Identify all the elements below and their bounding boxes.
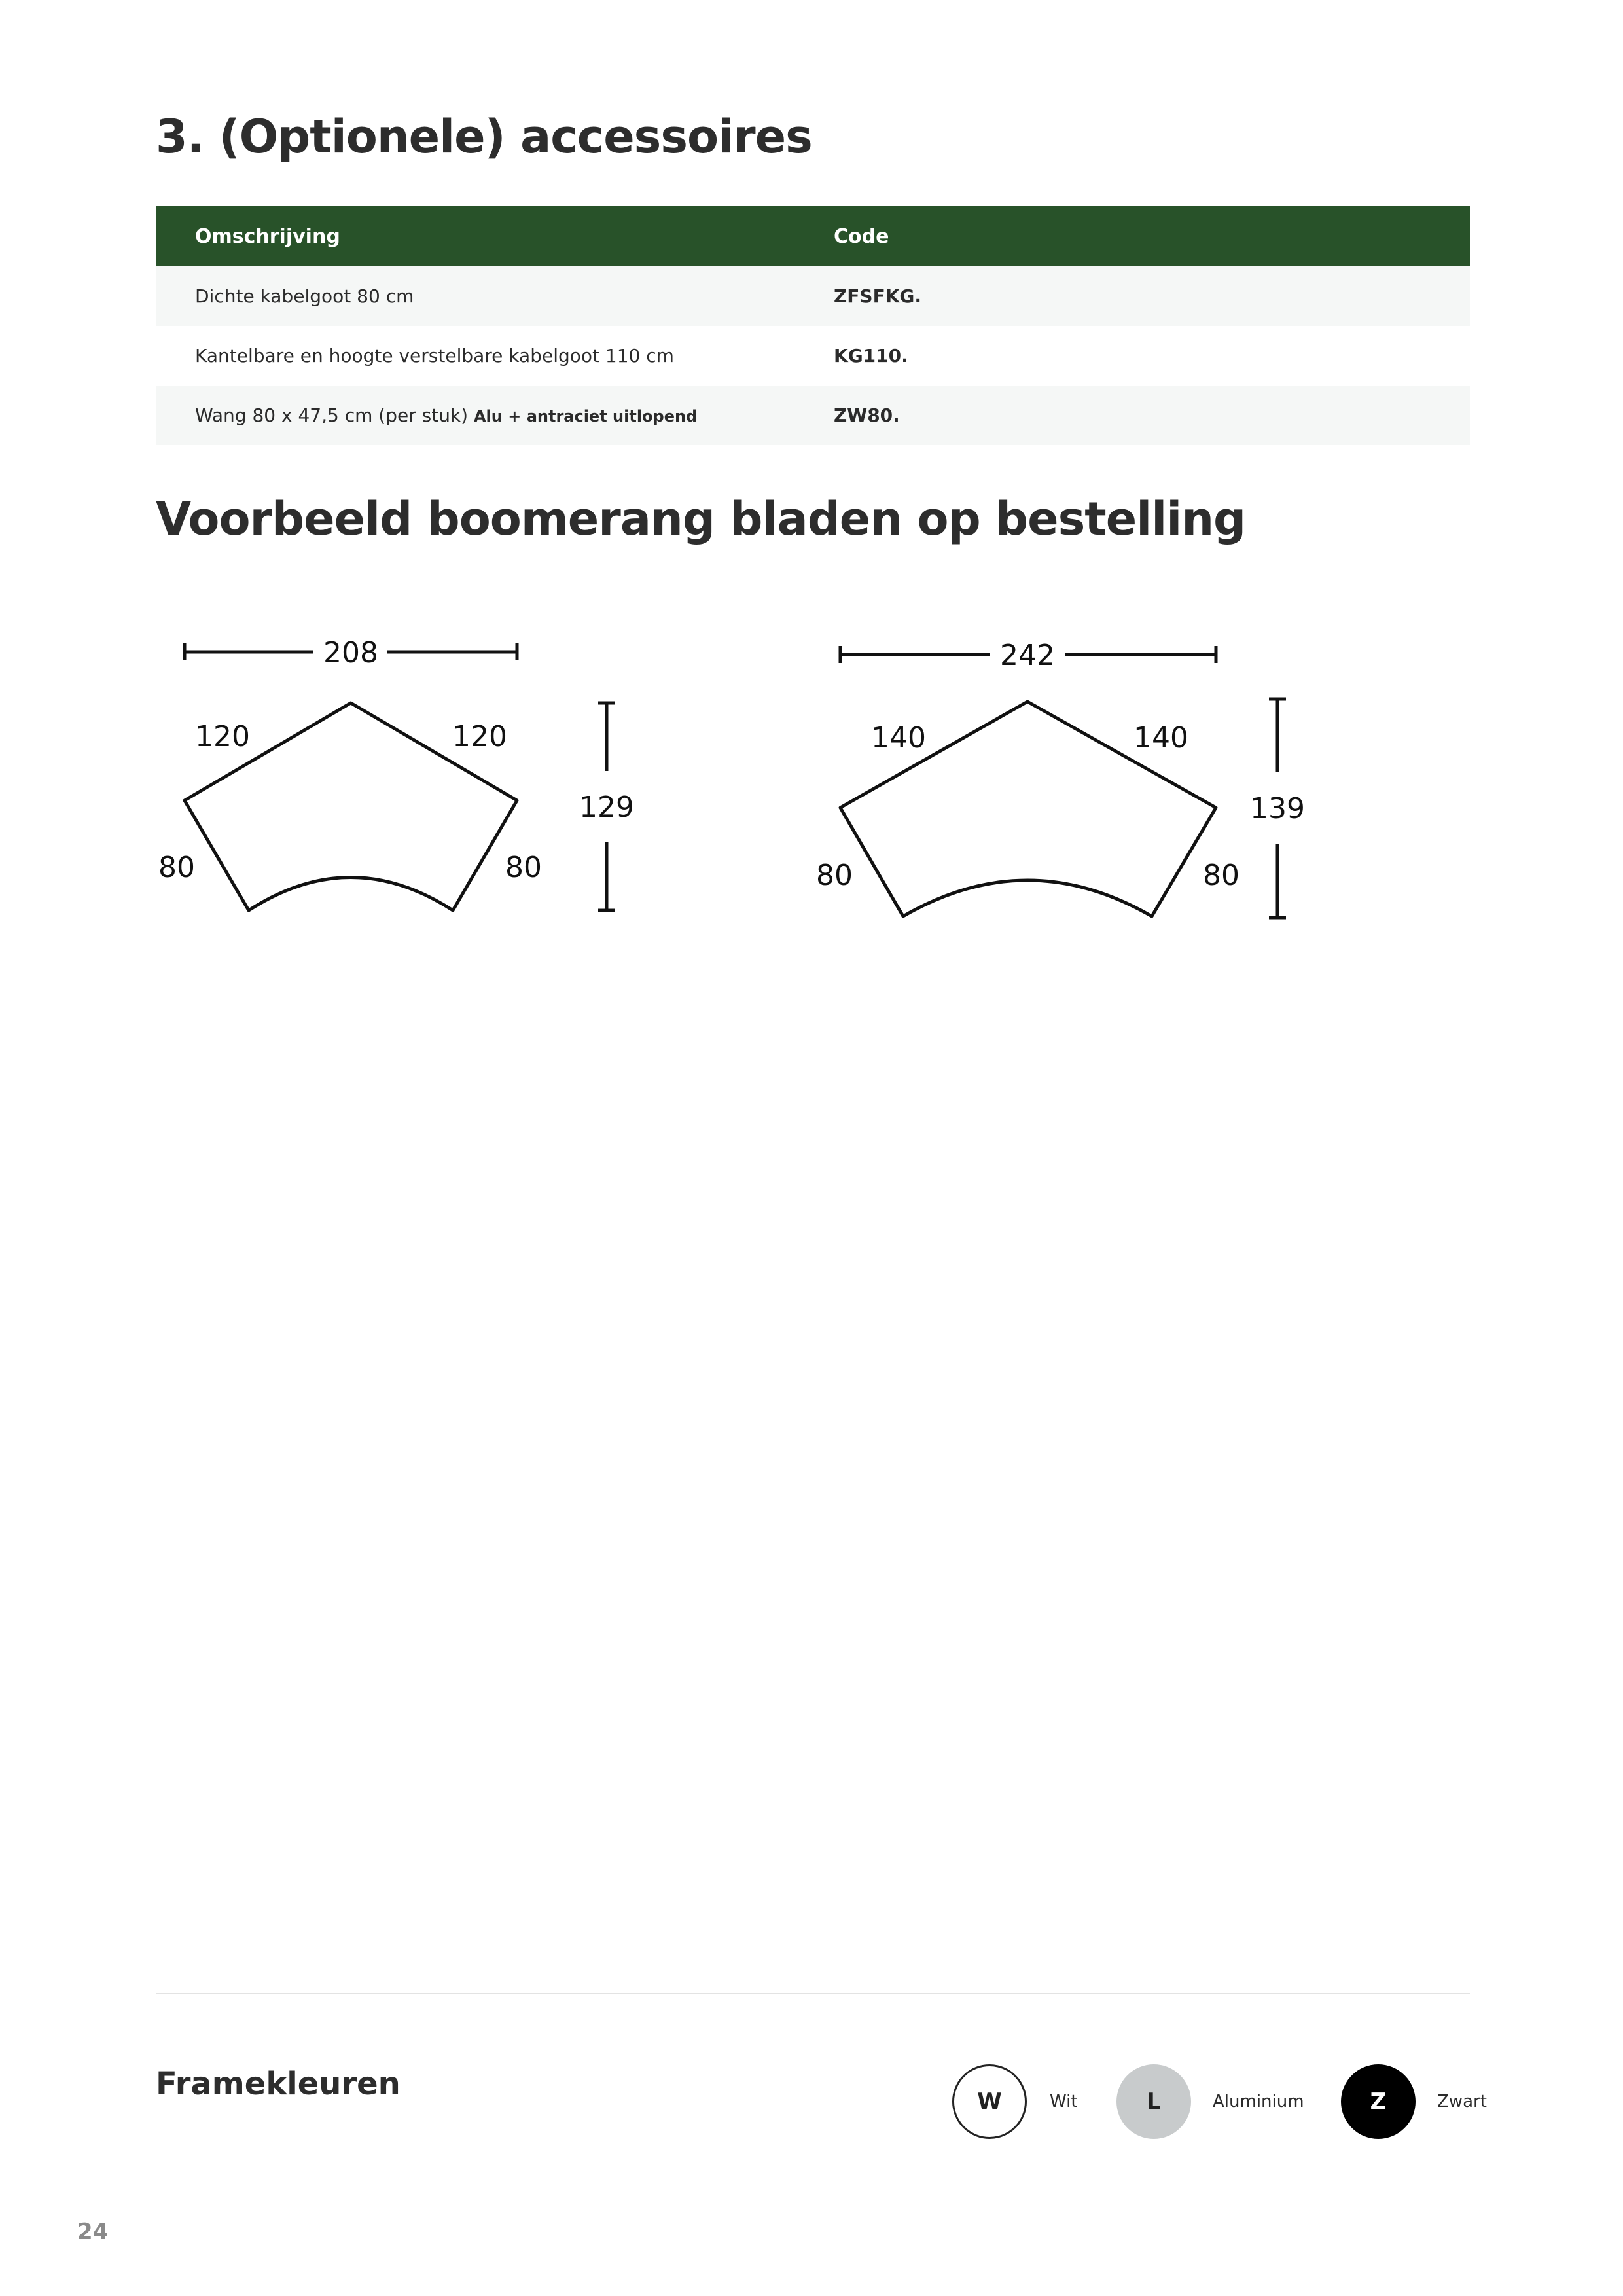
boomerang-diagrams <box>0 0 1623 982</box>
row-code: ZW80. <box>808 386 1470 445</box>
dimension-width-2: 242 <box>1000 639 1055 672</box>
swatch-code: L <box>1147 2089 1161 2115</box>
dimension-end-right-2: 80 <box>1203 859 1240 892</box>
column-header-code: Code <box>808 206 1470 266</box>
boomerang-diagram-1 <box>185 643 615 910</box>
description-note: Alu + antraciet uitlopend <box>473 407 698 425</box>
dimension-end-left-1: 80 <box>158 851 195 884</box>
section-title-accessories: 3. (Optionele) accessoires <box>156 110 812 164</box>
description-text: Wang 80 x 47,5 cm (per stuk) <box>195 404 469 426</box>
dimension-side-left-2: 140 <box>871 721 926 755</box>
dimension-height-1: 129 <box>579 791 634 824</box>
column-header-description: Omschrijving <box>156 206 808 266</box>
frame-colors-title: Framekleuren <box>156 2066 401 2102</box>
dimension-side-left-1: 120 <box>195 720 250 753</box>
swatch-label-wit: Wit <box>1050 2092 1078 2111</box>
section-title-examples: Voorbeeld boomerang bladen op bestelling <box>156 492 1246 546</box>
row-code: ZFSFKG. <box>808 266 1470 326</box>
description-text: Kantelbare en hoogte verstelbare kabelgoot 110 cm <box>195 345 674 367</box>
dimension-height-2: 139 <box>1250 792 1305 825</box>
color-swatch-wit <box>952 2064 1027 2139</box>
swatch-label-zwart: Zwart <box>1437 2092 1487 2111</box>
footer-divider <box>156 1993 1470 1994</box>
swatch-label-aluminium: Aluminium <box>1213 2092 1304 2111</box>
description-text: Dichte kabelgoot 80 cm <box>195 285 414 307</box>
row-code: KG110. <box>834 345 908 367</box>
page-number: 24 <box>77 2219 109 2245</box>
dimension-side-right-1: 120 <box>452 720 507 753</box>
color-swatch-zwart <box>1341 2064 1416 2139</box>
swatch-code: W <box>977 2089 1002 2115</box>
dimension-width-1: 208 <box>323 636 378 670</box>
color-swatch-aluminium <box>1116 2064 1191 2139</box>
swatch-code: Z <box>1370 2089 1387 2115</box>
dimension-side-right-2: 140 <box>1133 721 1188 755</box>
dimension-end-right-1: 80 <box>505 851 542 884</box>
dimension-end-left-2: 80 <box>816 859 853 892</box>
